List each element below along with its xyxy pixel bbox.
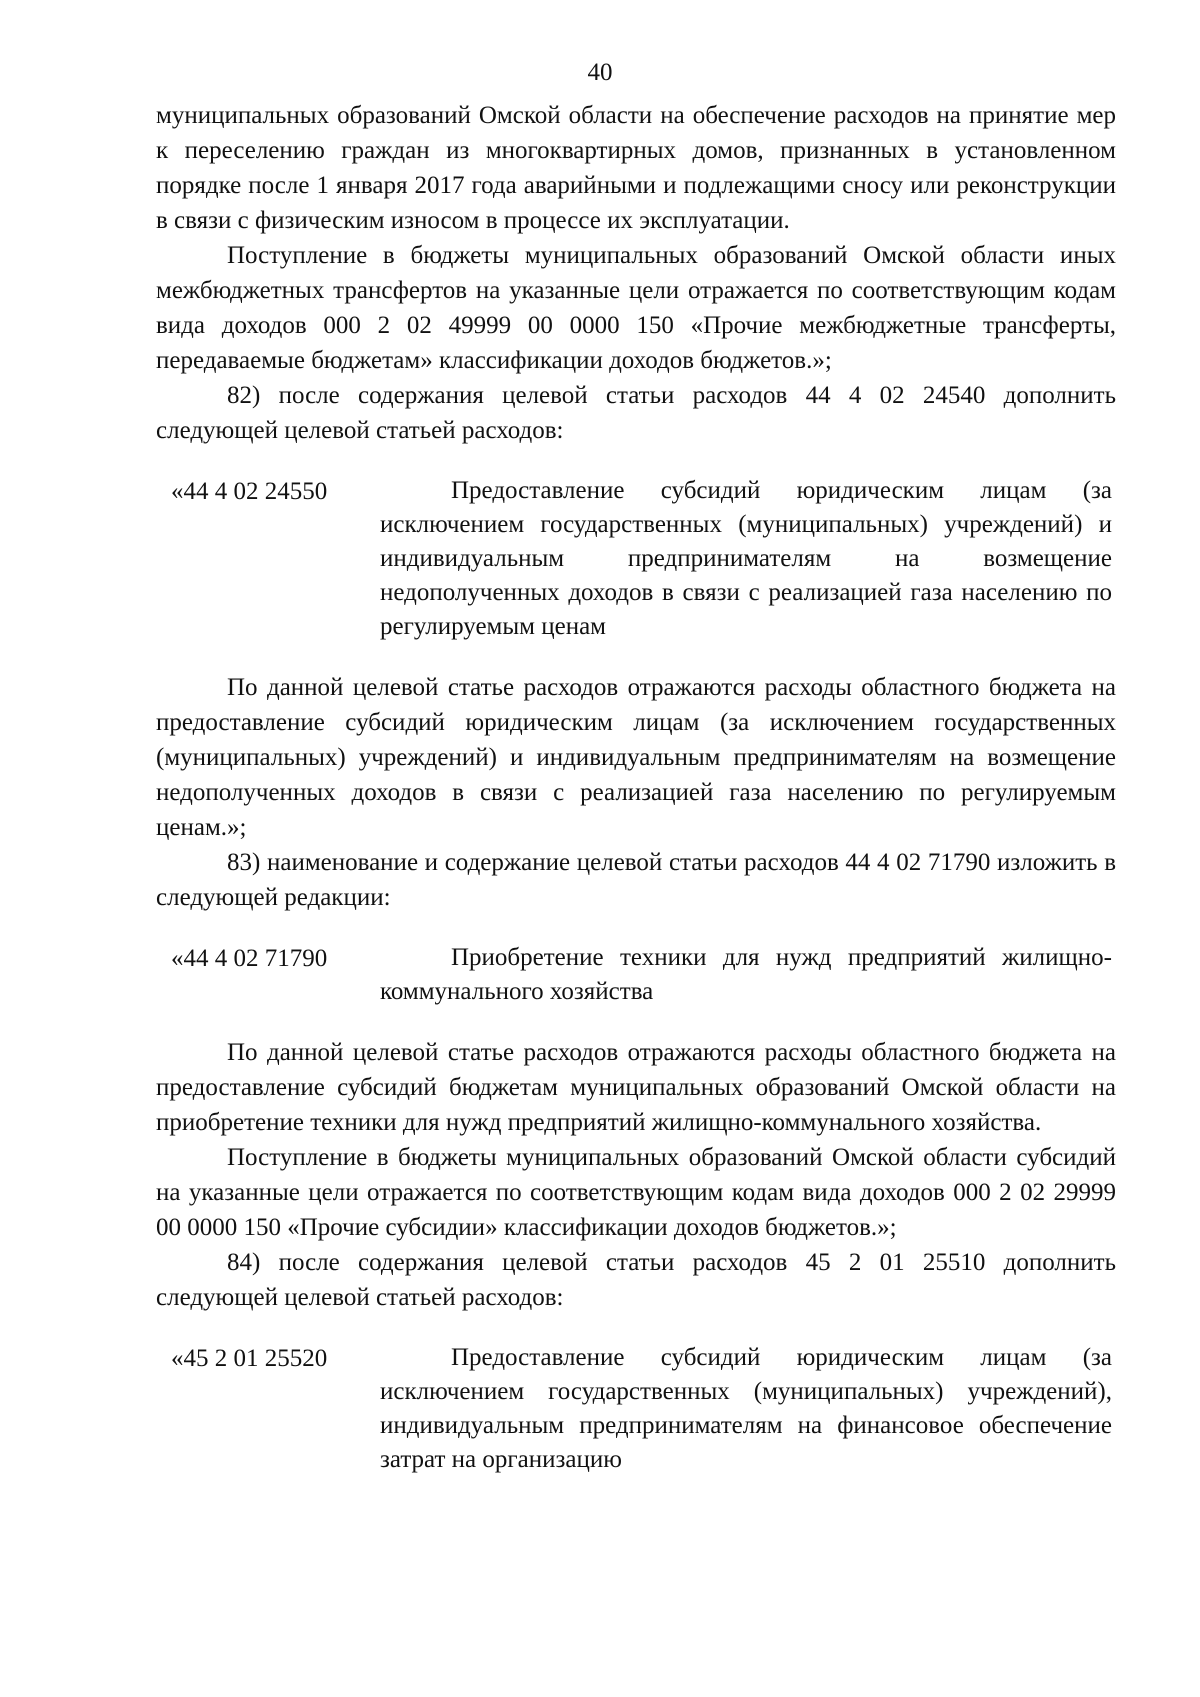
document-body bbox=[156, 98, 1116, 1477]
entry-description: Приобретение техники для нужд предприятий жилищно-коммунального хозяйства bbox=[380, 944, 1112, 1005]
budget-entry bbox=[156, 1341, 1116, 1477]
page-number: 40 bbox=[587, 59, 613, 86]
entry-description: Предоставление субсидий юридическим лицам (за исключением государственных (муниципальных) учреждений) и индивидуальным предпринимателям на возмещение недополученных доходов в связи с реализацией газа населению по регулируемым ценам bbox=[380, 477, 1112, 640]
entry-code: «45 2 01 25520 bbox=[171, 1345, 328, 1372]
paragraph-continuation: муниципальных образований Омской области на обеспечение расходов на принятие мер к переселению граждан из многоквартирных домов, признанных в установленном порядке после 1 января 2017 года аварийными и подлежащими сносу или реконструкции в связи с физическим износом в процессе их эксплуатации. bbox=[156, 102, 1116, 234]
paragraph-expenses-gas: По данной целевой статье расходов отражаются расходы областного бюджета на предоставление субсидий юридическим лицам (за исключением государственных (муниципальных) учреждений) и индивидуальным предпринимателям на возмещение недополученных доходов в связи с реализацией газа населению по регулируемым ценам.»; bbox=[156, 674, 1116, 841]
paragraph-item-84: 84) после содержания целевой статьи расходов 45 2 01 25510 дополнить следующей целевой статьей расходов: bbox=[156, 1249, 1116, 1311]
entry-description: Предоставление субсидий юридическим лицам (за исключением государственных (муниципальных) учреждений), индивидуальным предпринимателям на финансовое обеспечение затрат на организацию bbox=[380, 1344, 1112, 1473]
paragraph-receipts-transfers: Поступление в бюджеты муниципальных образований Омской области иных межбюджетных трансфертов на указанные цели отражается по соответствующим кодам вида доходов 000 2 02 49999 00 0000 150 «Прочие межбюджетные трансферты, передаваемые бюджетам» классификации доходов бюджетов.»; bbox=[156, 242, 1116, 374]
paragraph-item-83: 83) наименование и содержание целевой статьи расходов 44 4 02 71790 изложить в следующей редакции: bbox=[156, 849, 1116, 911]
budget-entry bbox=[156, 941, 1116, 1009]
paragraph-receipts-subsidies: Поступление в бюджеты муниципальных образований Омской области субсидий на указанные цели отражается по соответствующим кодам вида доходов 000 2 02 29999 00 0000 150 «Прочие субсидии» классификации доходов бюджетов.»; bbox=[156, 1144, 1116, 1241]
budget-entry bbox=[156, 474, 1116, 644]
entry-code: «44 4 02 71790 bbox=[171, 945, 328, 972]
entry-code: «44 4 02 24550 bbox=[171, 478, 328, 505]
paragraph-expenses-equipment: По данной целевой статье расходов отражаются расходы областного бюджета на предоставление субсидий бюджетам муниципальных образований Омской области на приобретение техники для нужд предприятий жилищно-коммунального хозяйства. bbox=[156, 1039, 1116, 1136]
paragraph-item-82: 82) после содержания целевой статьи расходов 44 4 02 24540 дополнить следующей целевой статьей расходов: bbox=[156, 382, 1116, 444]
